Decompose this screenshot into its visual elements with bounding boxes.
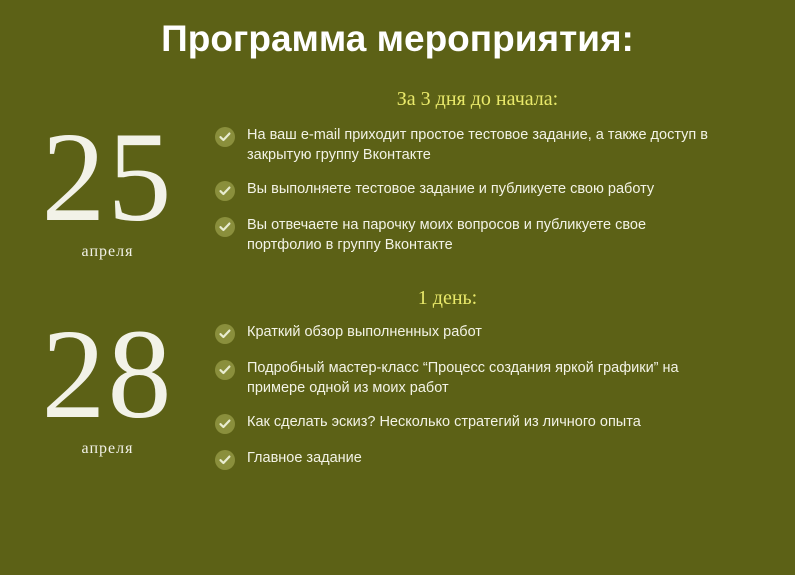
check-icon [215, 360, 235, 380]
date-number-2: 28 [41, 303, 174, 445]
date-number-1: 25 [41, 106, 174, 248]
list-item-text: Вы отвечаете на парочку моих вопросов и публикуете свое портфолио в группу Вконтакте [247, 217, 647, 253]
list-item [215, 322, 765, 344]
page-title: Программа мероприятия: [161, 18, 634, 59]
check-icon [215, 324, 235, 344]
schedule-block-1 [0, 106, 795, 269]
check-icon [215, 450, 235, 470]
date-column-1 [0, 106, 215, 261]
list-item-text: Подробный мастер-класс “Процесс создания яркой графики” на примере одной из моих работ [247, 360, 679, 396]
check-icon [215, 414, 235, 434]
list-item-text: Как сделать эскиз? Несколько стратегий из личного опыта [247, 414, 641, 430]
list-item [215, 125, 765, 165]
check-icon [215, 217, 235, 237]
section-heading-1: За 3 дня до начала: [396, 88, 559, 110]
check-icon [215, 181, 235, 201]
list-item-text: Вы выполняете тестовое задание и публикуете свою работу [247, 181, 655, 197]
date-month-2: апреля [81, 440, 134, 457]
items-column-1 [215, 117, 795, 269]
list-item [215, 412, 765, 434]
date-column-2 [0, 303, 215, 458]
list-item-text: Краткий обзор выполненных работ [247, 324, 482, 340]
section-heading-2: 1 день: [417, 287, 478, 309]
date-month-1: апреля [81, 243, 134, 260]
list-item [215, 358, 765, 398]
list-item-text: На ваш e-mail приходит простое тестовое задание, а также доступ в закрытую группу Вконтакте [247, 127, 708, 163]
list-item [215, 179, 765, 201]
list-item [215, 215, 765, 255]
items-column-2 [215, 314, 795, 484]
check-icon [215, 127, 235, 147]
schedule-block-2 [0, 303, 795, 484]
list-item [215, 448, 765, 470]
list-item-text: Главное задание [247, 450, 362, 466]
